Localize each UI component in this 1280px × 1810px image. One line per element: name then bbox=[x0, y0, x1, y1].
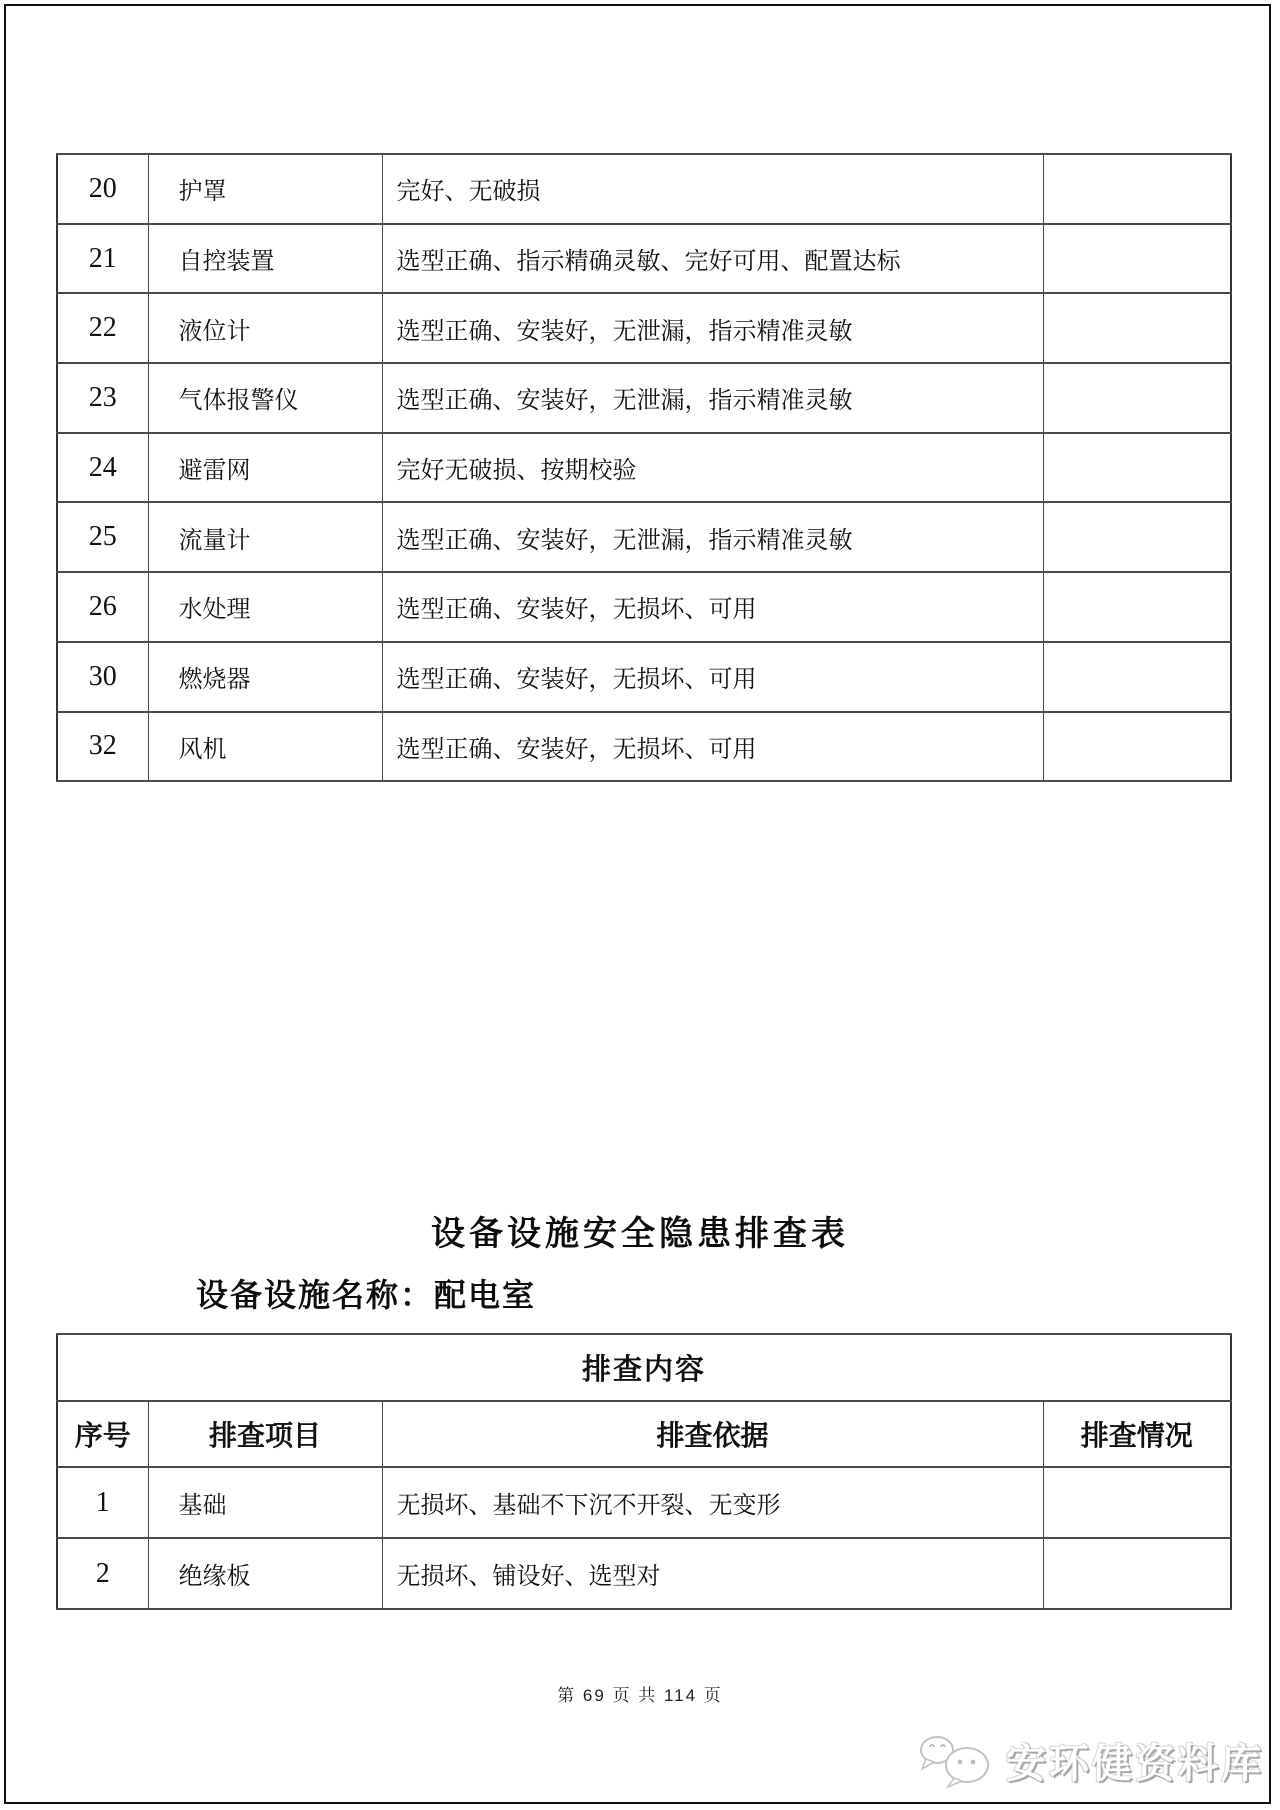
equipment-table bbox=[56, 153, 1232, 782]
table-row bbox=[57, 502, 1231, 572]
cell-item: 避雷网 bbox=[148, 433, 382, 503]
table-span-header-row bbox=[57, 1334, 1231, 1401]
watermark-text: 安环健资料库 bbox=[1006, 1742, 1264, 1786]
cell-no: 20 bbox=[57, 154, 148, 224]
col-header-status: 排查情况 bbox=[1043, 1401, 1231, 1467]
table-row bbox=[57, 712, 1231, 782]
table-row bbox=[57, 642, 1231, 712]
cell-item: 基础 bbox=[148, 1467, 382, 1538]
cell-basis: 完好、无破损 bbox=[382, 154, 1043, 224]
cell-no: 26 bbox=[57, 572, 148, 642]
cell-no: 22 bbox=[57, 293, 148, 363]
cell-item: 自控装置 bbox=[148, 224, 382, 294]
cell-basis: 选型正确、指示精确灵敏、完好可用、配置达标 bbox=[382, 224, 1043, 294]
cell-item: 护罩 bbox=[148, 154, 382, 224]
cell-no: 25 bbox=[57, 502, 148, 572]
cell-basis: 选型正确、安装好，无损坏、可用 bbox=[382, 642, 1043, 712]
cell-status bbox=[1043, 572, 1231, 642]
chat-bubbles-icon bbox=[916, 1733, 996, 1789]
cell-basis: 选型正确、安装好，无损坏、可用 bbox=[382, 712, 1043, 782]
cell-basis: 无损坏、基础不下沉不开裂、无变形 bbox=[382, 1467, 1043, 1538]
cell-item: 风机 bbox=[148, 712, 382, 782]
page-footer: 第 69 页 共 114 页 bbox=[557, 1686, 723, 1705]
table-row bbox=[57, 224, 1231, 294]
table-row bbox=[57, 293, 1231, 363]
cell-no: 21 bbox=[57, 224, 148, 294]
cell-status bbox=[1043, 1467, 1231, 1538]
cell-status bbox=[1043, 433, 1231, 503]
equipment-table-body bbox=[57, 154, 1231, 781]
cell-basis: 完好无破损、按期校验 bbox=[382, 433, 1043, 503]
cell-basis: 选型正确、安装好，无泄漏，指示精准灵敏 bbox=[382, 363, 1043, 433]
cell-status bbox=[1043, 154, 1231, 224]
cell-basis: 选型正确、安装好，无泄漏，指示精准灵敏 bbox=[382, 502, 1043, 572]
section-subtitle: 设备设施名称：配电室 bbox=[196, 1277, 537, 1313]
inspection-table bbox=[56, 1333, 1232, 1610]
table-row bbox=[57, 363, 1231, 433]
page-title: 设备设施安全隐患排查表 bbox=[431, 1215, 849, 1253]
cell-item: 绝缘板 bbox=[148, 1538, 382, 1609]
table-row bbox=[57, 572, 1231, 642]
table-row bbox=[57, 433, 1231, 503]
cell-no: 24 bbox=[57, 433, 148, 503]
cell-item: 液位计 bbox=[148, 293, 382, 363]
cell-status bbox=[1043, 293, 1231, 363]
cell-no: 2 bbox=[57, 1538, 148, 1609]
cell-no: 1 bbox=[57, 1467, 148, 1538]
span-header: 排查内容 bbox=[57, 1334, 1231, 1401]
inspection-table-body bbox=[57, 1467, 1231, 1609]
col-header-basis: 排查依据 bbox=[382, 1401, 1043, 1467]
cell-no: 32 bbox=[57, 712, 148, 782]
cell-item: 水处理 bbox=[148, 572, 382, 642]
cell-status bbox=[1043, 642, 1231, 712]
table-row bbox=[57, 154, 1231, 224]
cell-basis: 无损坏、铺设好、选型对 bbox=[382, 1538, 1043, 1609]
col-header-no: 序号 bbox=[57, 1401, 148, 1467]
col-header-item: 排查项目 bbox=[148, 1401, 382, 1467]
watermark bbox=[916, 1732, 1264, 1789]
cell-item: 流量计 bbox=[148, 502, 382, 572]
cell-item: 燃烧器 bbox=[148, 642, 382, 712]
cell-no: 23 bbox=[57, 363, 148, 433]
table-row bbox=[57, 1538, 1231, 1609]
cell-basis: 选型正确、安装好，无损坏、可用 bbox=[382, 572, 1043, 642]
cell-status bbox=[1043, 363, 1231, 433]
cell-status bbox=[1043, 1538, 1231, 1609]
cell-no: 30 bbox=[57, 642, 148, 712]
cell-status bbox=[1043, 502, 1231, 572]
table-row bbox=[57, 1467, 1231, 1538]
cell-status bbox=[1043, 712, 1231, 782]
cell-item: 气体报警仪 bbox=[148, 363, 382, 433]
cell-basis: 选型正确、安装好，无泄漏，指示精准灵敏 bbox=[382, 293, 1043, 363]
cell-status bbox=[1043, 224, 1231, 294]
table-column-header-row bbox=[57, 1401, 1231, 1467]
